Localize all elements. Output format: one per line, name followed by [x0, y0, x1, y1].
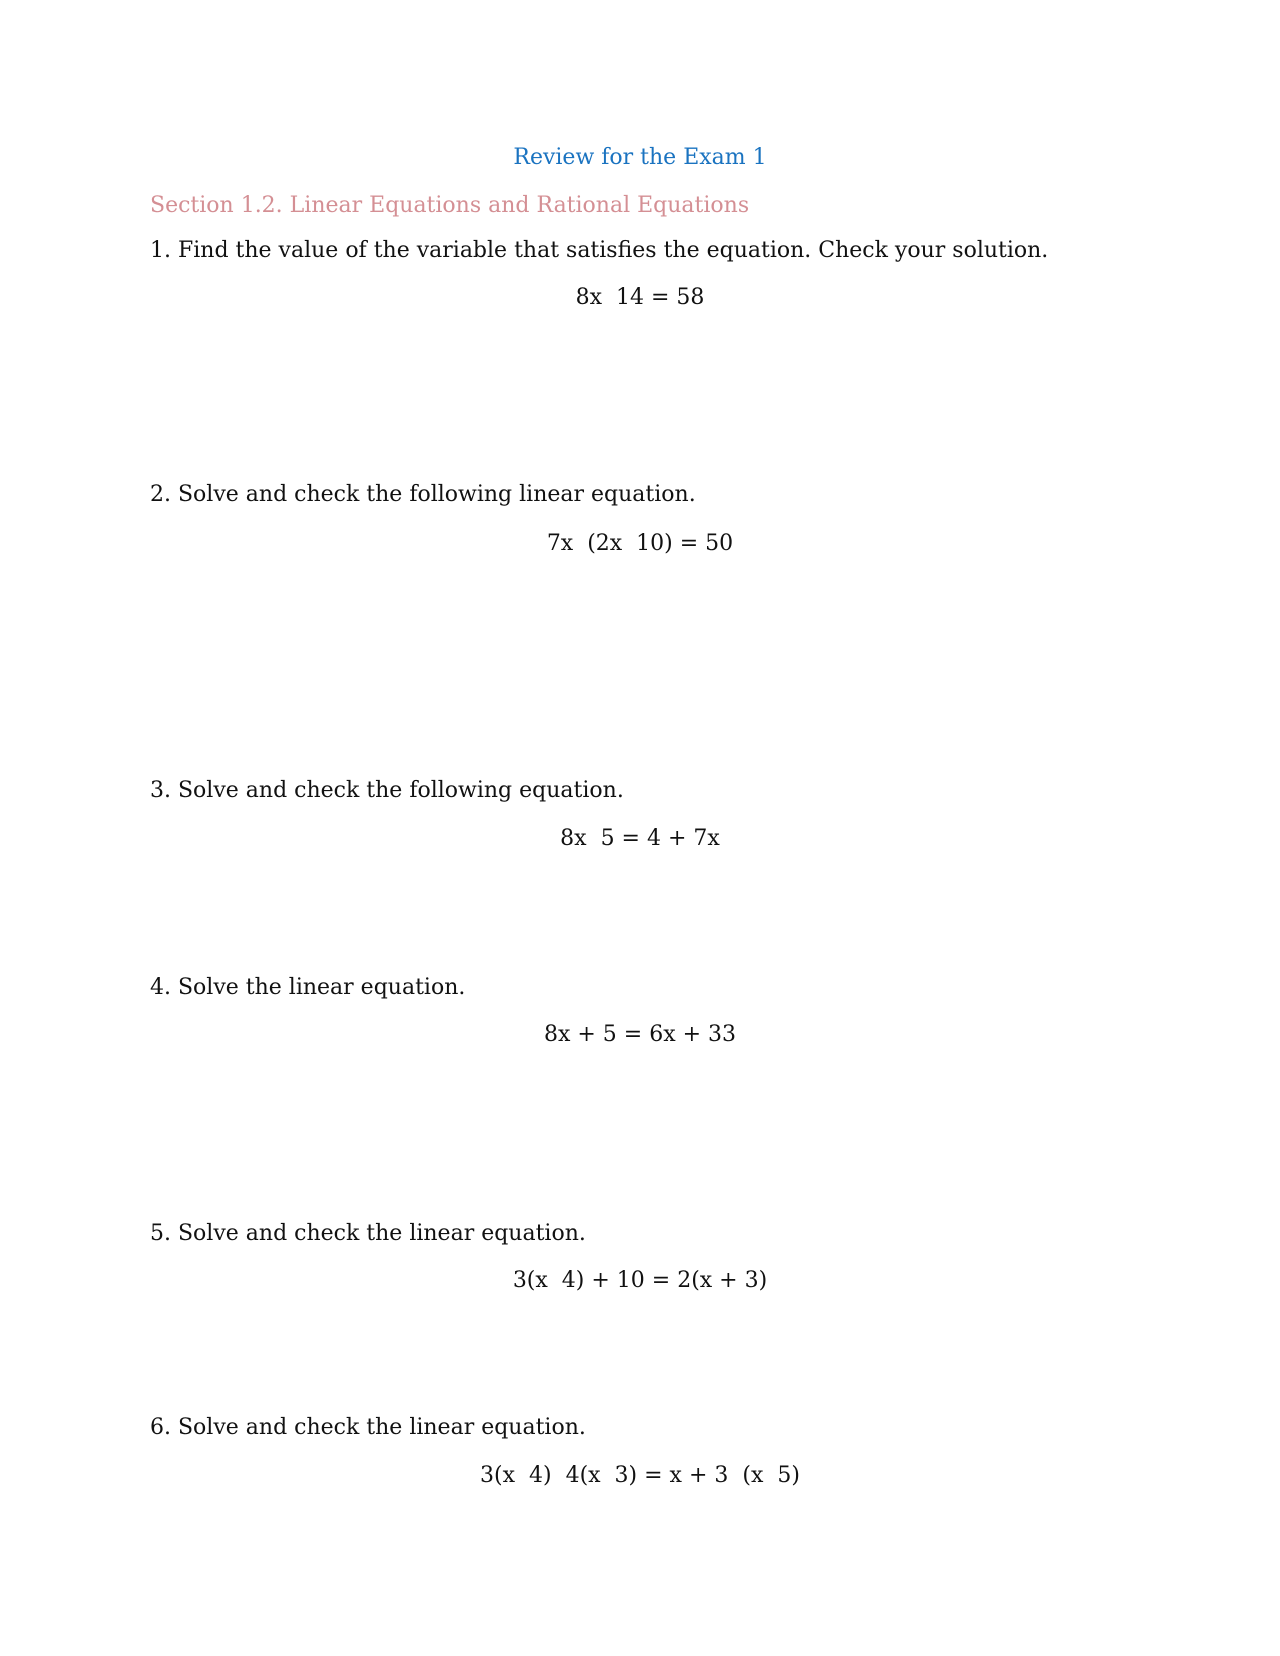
- section-heading: Section 1.2. Linear Equations and Rational Equations: [150, 193, 750, 218]
- problem-2-equation: 7x (2x 10) = 50: [546, 531, 734, 556]
- problem-3-equation: 8x 5 = 4 + 7x: [560, 826, 720, 851]
- problem-5-equation: 3(x 4) + 10 = 2(x + 3): [512, 1268, 768, 1293]
- problem-1-equation: 8x 14 = 58: [575, 285, 705, 310]
- problem-3-prompt: 3. Solve and check the following equation.: [150, 778, 624, 803]
- problem-6-equation: 3(x 4) 4(x 3) = x + 3 (x 5): [480, 1463, 800, 1488]
- problem-1-prompt: 1. Find the value of the variable that satisfies the equation. Check your solution.: [150, 238, 1049, 263]
- problem-4-prompt: 4. Solve the linear equation.: [150, 975, 466, 1000]
- problem-6-prompt: 6. Solve and check the linear equation.: [150, 1415, 586, 1440]
- problem-5-prompt: 5. Solve and check the linear equation.: [150, 1221, 586, 1246]
- document-title: Review for the Exam 1: [513, 145, 767, 170]
- problem-4-equation: 8x + 5 = 6x + 33: [543, 1022, 737, 1047]
- problem-2-prompt: 2. Solve and check the following linear equation.: [150, 482, 696, 507]
